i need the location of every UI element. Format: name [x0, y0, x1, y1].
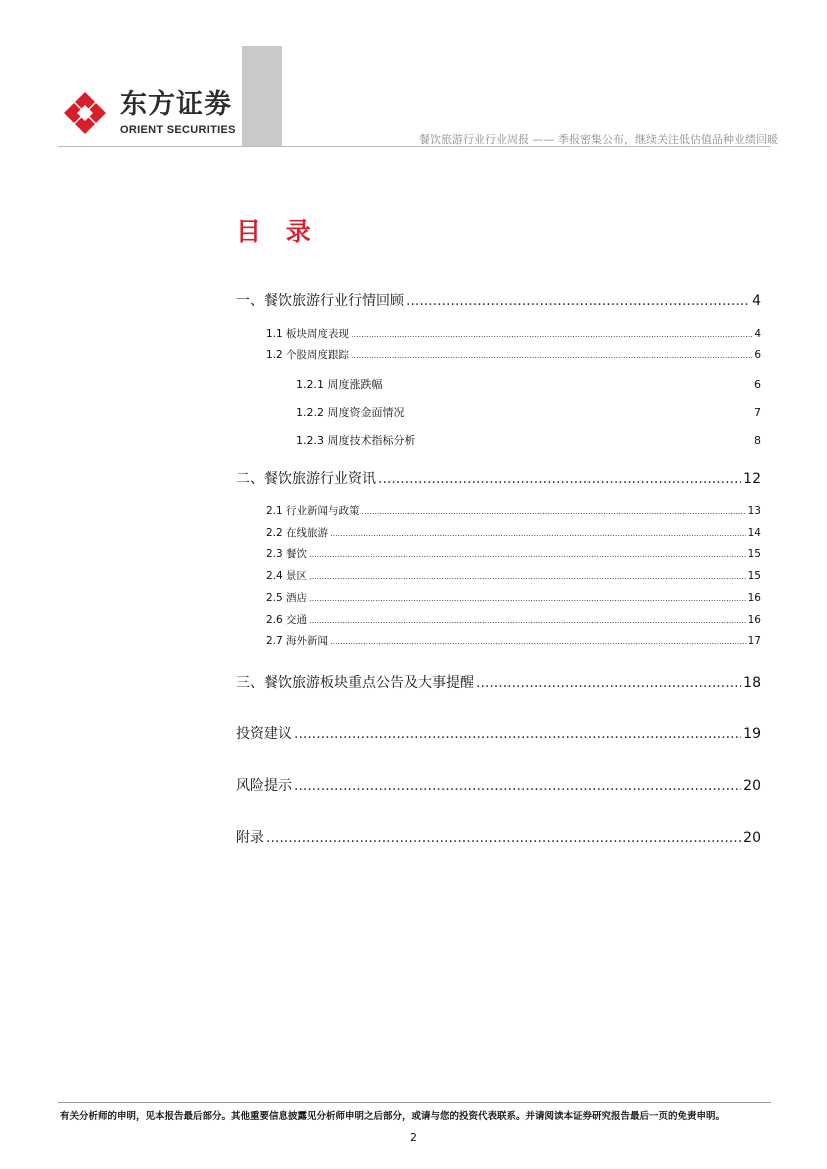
toc-entry-1-2[interactable] — [266, 347, 761, 362]
toc-leader-dots — [351, 330, 752, 339]
page-number: 2 — [410, 1131, 417, 1144]
toc-entry-page: 14 — [747, 527, 761, 539]
toc-entry-label: 2.7 海外新闻 — [266, 635, 329, 647]
toc-entry-label: 投资建议 — [236, 726, 292, 742]
toc-entry-page: 4 — [754, 328, 761, 340]
toc-entry-page: 20 — [743, 778, 761, 794]
toc-entry-1-2-3[interactable] — [296, 432, 761, 448]
toc-entry-label: 二、餐饮旅游行业资讯 — [236, 471, 376, 487]
toc-entry-2-7[interactable] — [266, 633, 761, 648]
toc-entry-label: 1.1 板块周度表现 — [266, 328, 350, 340]
logo-chinese-name: 东方证劵 — [120, 89, 232, 120]
toc-entry-page: 16 — [747, 592, 761, 604]
toc-entry-2-4[interactable] — [266, 568, 761, 583]
toc-entry-chapter-2[interactable] — [236, 468, 761, 488]
toc-entry-1-1[interactable] — [266, 326, 761, 341]
toc-entry-label: 2.6 交通 — [266, 614, 308, 626]
toc-leader-dots — [309, 550, 746, 559]
toc-entry-appendix[interactable] — [236, 827, 761, 847]
toc-entry-page: 13 — [747, 505, 761, 517]
toc-entry-label: 2.3 餐饮 — [266, 548, 308, 560]
toc-entry-page: 20 — [743, 830, 761, 846]
toc-entry-chapter-1[interactable] — [236, 290, 761, 310]
toc-leader-dots — [476, 675, 741, 691]
orient-securities-logo-icon — [62, 90, 108, 136]
toc-leader-dots — [330, 637, 746, 646]
toc-entry-1-2-1[interactable] — [296, 376, 761, 392]
toc-entry-2-3[interactable] — [266, 546, 761, 561]
toc-entry-page: 8 — [754, 434, 761, 447]
toc-entry-risk-warning[interactable] — [236, 775, 761, 795]
toc-leader-dots — [378, 471, 741, 487]
toc-leader-dots — [362, 507, 746, 516]
report-header-title: 餐饮旅游行业行业周报 —— 季报密集公布，继续关注低估值品种业绩回暖 — [419, 133, 778, 146]
toc-entry-2-5[interactable] — [266, 590, 761, 605]
header-divider — [58, 146, 771, 147]
toc-entry-page: 6 — [754, 378, 761, 391]
toc-title: 目 录 — [236, 217, 319, 246]
toc-leader-dots — [309, 572, 746, 581]
toc-entry-label: 1.2.3 周度技术指标分析 — [296, 434, 416, 447]
toc-entry-page: 17 — [747, 635, 761, 647]
toc-entry-page: 19 — [743, 726, 761, 742]
toc-entry-2-1[interactable] — [266, 503, 761, 518]
toc-entry-page: 4 — [752, 293, 761, 309]
toc-entry-page: 16 — [747, 614, 761, 626]
toc-entry-page: 7 — [754, 406, 761, 419]
toc-entry-1-2-2[interactable] — [296, 404, 761, 420]
toc-entry-page: 18 — [743, 675, 761, 691]
footer-disclaimer: 有关分析师的申明，见本报告最后部分。其他重要信息披露见分析师申明之后部分，或请与您的投资代表联系。并请阅读本证券研究报告最后一页的免责申明。 — [60, 1111, 726, 1122]
header-gray-block — [242, 46, 282, 146]
toc-entry-page: 6 — [754, 349, 761, 361]
toc-entry-label: 1.2.1 周度涨跌幅 — [296, 378, 383, 391]
toc-entry-2-6[interactable] — [266, 612, 761, 627]
toc-entry-label: 1.2.2 周度资金面情况 — [296, 406, 405, 419]
toc-entry-investment-advice[interactable] — [236, 723, 761, 743]
toc-entry-label: 一、餐饮旅游行业行情回顾 — [236, 293, 404, 309]
toc-entry-label: 2.4 景区 — [266, 570, 308, 582]
toc-leader-dots — [406, 293, 750, 309]
toc-entry-label: 2.2 在线旅游 — [266, 527, 329, 539]
toc-leader-dots — [351, 351, 752, 360]
toc-entry-label: 2.5 酒店 — [266, 592, 308, 604]
toc-entry-label: 三、餐饮旅游板块重点公告及大事提醒 — [236, 675, 474, 691]
toc-leader-dots — [309, 594, 746, 603]
footer-divider — [58, 1102, 771, 1103]
toc-entry-label: 风险提示 — [236, 778, 292, 794]
toc-leader-dots — [330, 529, 746, 538]
logo-english-name: ORIENT SECURITIES — [120, 124, 236, 136]
toc-leader-dots — [266, 830, 741, 846]
toc-entry-chapter-3[interactable] — [236, 672, 761, 692]
toc-entry-page: 15 — [747, 570, 761, 582]
toc-entry-page: 15 — [747, 548, 761, 560]
toc-entry-2-2[interactable] — [266, 525, 761, 540]
toc-leader-dots — [309, 616, 746, 625]
toc-entry-label: 附录 — [236, 830, 264, 846]
toc-leader-dots — [294, 778, 741, 794]
toc-entry-label: 1.2 个股周度跟踪 — [266, 349, 350, 361]
toc-entry-label: 2.1 行业新闻与政策 — [266, 505, 360, 517]
toc-entry-page: 12 — [743, 471, 761, 487]
toc-leader-dots — [294, 726, 741, 742]
